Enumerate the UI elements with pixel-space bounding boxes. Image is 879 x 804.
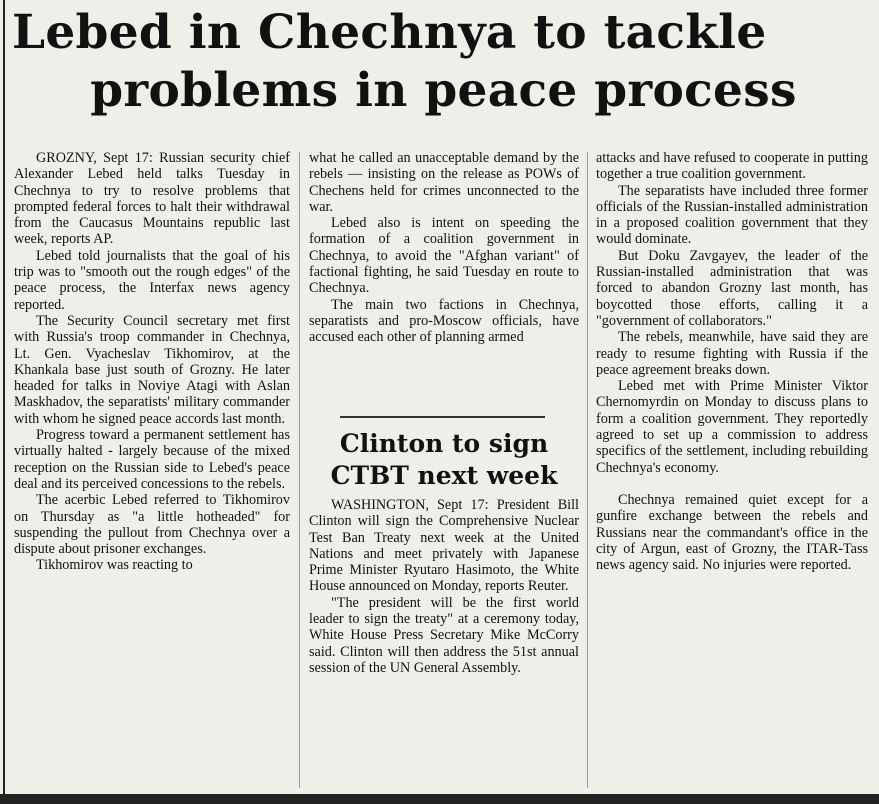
paragraph: Lebed told journalists that the goal of his trip was to "smooth out the rough edges" of the peace process, the Interfax news agency reported.: [14, 247, 290, 313]
left-border-rule: [3, 0, 5, 800]
paragraph: "The president will be the first world leader to sign the treaty" at a ceremony today, White House Press Secretary Mike McCorry said. Clinton will then address the 51st annual session of the UN General Assembly.: [309, 594, 579, 676]
paragraph: Tikhomirov was reacting to: [36, 557, 193, 574]
story-divider: [340, 416, 545, 418]
headline-line-1: Lebed in Chechnya to tackle: [12, 5, 767, 60]
paragraph: Chechnya remained quiet except for a gunfire exchange between the rebels and Russians near the commandant's office in the city of Argun, east of Grozny, the ITAR-Tass news agency said. No injuries were reported.: [596, 491, 868, 574]
paragraph: The Security Council secretary met first with Russia's troop commander in Chechnya, Lt. Gen. Vyacheslav Tikhomirov, at the Khankala base just south of Grozny. He later headed for talks in Noviye Atagi with Aslan Maskhadov, the separatists' military commander with whom he signed peace accords last month.: [14, 312, 290, 427]
paragraph: The main two factions in Chechnya, separatists and pro-Moscow officials, have accused each other of planning armed: [309, 296, 579, 346]
article-column-1: [14, 150, 290, 574]
sidebar-headline-line-2: CTBT next week: [330, 461, 558, 490]
bottom-border-rule: [0, 794, 879, 804]
article-column-2: [309, 150, 579, 346]
column-rule: [299, 152, 300, 788]
paragraph: The acerbic Lebed referred to Tikhomirov on Thursday as "a little hotheaded" for suspending the pullout from Chechnya over a dispute about prisoner exchanges.: [14, 492, 290, 558]
paragraph: Progress toward a permanent settlement has virtually halted - largely because of the mixed reception on the Russian side to Lebed's peace deal and its perceived concessions to the rebels.: [14, 427, 290, 492]
article-column-3: [596, 150, 868, 573]
paragraph: attacks and have refused to cooperate in putting together a true coalition government.: [596, 150, 868, 183]
sidebar-headline-line-1: Clinton to sign: [339, 429, 549, 458]
sidebar-headline: [309, 428, 579, 492]
paragraph: what he called an unacceptable demand by the rebels — insisting on the release as POWs of Chechens held for crimes unconnected to the war.: [309, 150, 579, 215]
paragraph: The separatists have included three former officials of the Russian-installed administration in a proposed coalition government that they would dominate.: [596, 182, 868, 248]
paragraph: Lebed also is intent on speeding the formation of a coalition government in Chechnya, to avoid the "Afghan variant" of factional fighting, he said Tuesday en route to Chechnya.: [309, 215, 579, 297]
paragraph-gap: [596, 476, 868, 492]
paragraph: GROZNY, Sept 17: Russian security chief Alexander Lebed held talks Tuesday in Chechnya to try to resolve problems that prompted federal forces to halt their withdrawal from the Caucasus Mountains republic last week, reports AP.: [14, 150, 290, 248]
paragraph: WASHINGTON, Sept 17: President Bill Clinton will sign the Comprehensive Nuclear Test Ban Treaty next week at the United Nations and meet privately with Japanese Prime Minister Ryutaro Hasimoto, the White House announced on Monday, reports Reuter.: [309, 497, 579, 595]
column-rule: [587, 152, 588, 788]
sidebar-story-column: [309, 497, 579, 676]
paragraph: Lebed met with Prime Minister Viktor Chernomyrdin on Monday to discuss plans to form a coalition government. They reportedly agreed to set up a commission to address specifics of the settlement, including rebuilding Chechnya's economy.: [596, 378, 868, 476]
paragraph: The rebels, meanwhile, have said they are ready to resume fighting with Russia if the peace agreement breaks down.: [596, 329, 868, 378]
headline: [8, 4, 879, 120]
paragraph: But Doku Zavgayev, the leader of the Russian-installed administration that was forced to abandon Grozny last month, has boycotted those efforts, calling it a "government of collaborators.": [596, 247, 868, 329]
headline-line-2: problems in peace process: [90, 63, 797, 118]
